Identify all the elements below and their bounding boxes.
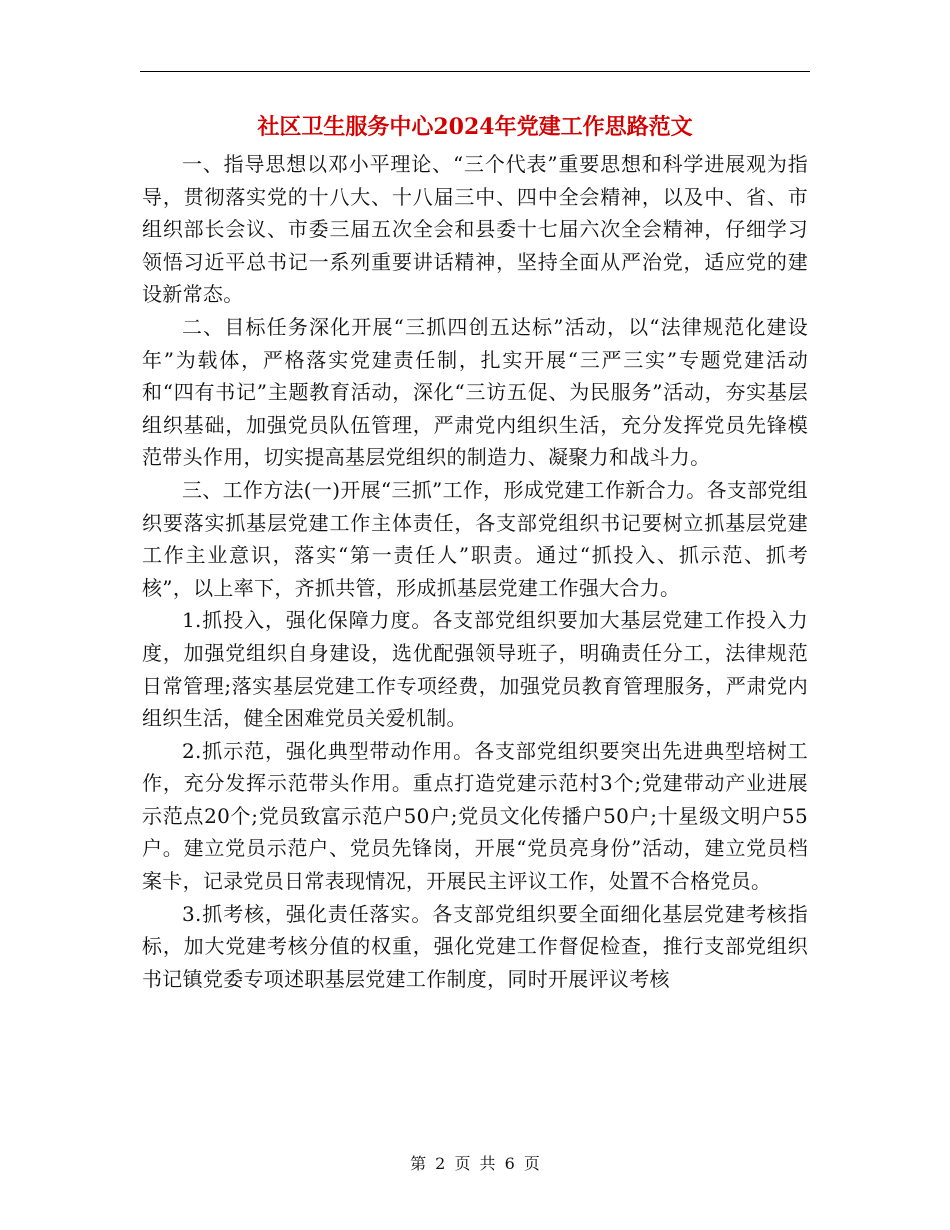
paragraph-demonstration: 2.抓示范，强化典型带动作用。各支部党组织要突出先进典型培树工作，充分发挥示范带头作用。重点打造党建示范村3个;党建带动产业进展示范点20个;党员致富示范户50户;党员文化传播户50户;十星级文明户55户。建立党员示范户、党员先锋岗，开展“党员亮身份”活动，建立党员档案卡，记录党员日常表现情况，开展民主评议工作，处置不合格党员。 [142, 738, 808, 894]
document-body [142, 148, 808, 995]
document-title: 社区卫生服务中心2024年党建工作思路范文 [257, 114, 693, 140]
paragraph-work-methods: 三、工作方法(一)开展“三抓”工作，形成党建工作新合力。各支部党组织要落实抓基层党建工作主体责任，各支部党组织书记要树立抓基层党建工作主业意识，落实“第一责任人”职责。通过“抓投入、抓示范、抓考核”，以上率下，齐抓共管，形成抓基层党建工作强大合力。 [142, 477, 808, 600]
paragraph-investment: 1.抓投入，强化保障力度。各支部党组织要加大基层党建工作投入力度，加强党组织自身建设，选优配强领导班子，明确责任分工，法律规范日常管理;落实基层党建工作专项经费，加强党员教育管理服务，严肃党内组织生活，健全困难党员关爱机制。 [142, 608, 808, 731]
page-number-footer: 第 2 页 共 6 页 [410, 1154, 540, 1173]
paragraph-assessment: 3.抓考核，强化责任落实。各支部党组织要全面细化基层党建考核指标，加大党建考核分值的权重，强化党建工作督促检查，推行支部党组织书记镇党委专项述职基层党建工作制度，同时开展评议考核 [142, 901, 808, 991]
paragraph-guiding-ideology: 一、指导思想以邓小平理论、“三个代表”重要思想和科学进展观为指导，贯彻落实党的十八大、十八届三中、四中全会精神，以及中、省、市组织部长会议、市委三届五次全会和县委十七届六次全会精神，仔细学习领悟习近平总书记一系列重要讲话精神，坚持全面从严治党，适应党的建设新常态。 [142, 152, 808, 307]
paragraph-goals-tasks: 二、目标任务深化开展“三抓四创五达标”活动，以“法律规范化建设年”为载体，严格落实党建责任制，扎实开展“三严三实”专题党建活动和“四有书记”主题教育活动，深化“三访五促、为民服务”活动，夯实基层组织基础，加强党员队伍管理，严肃党内组织生活，充分发挥党员先锋模范带头作用，切实提高基层党组织的制造力、凝聚力和战斗力。 [142, 314, 808, 470]
header-rule [140, 71, 810, 72]
